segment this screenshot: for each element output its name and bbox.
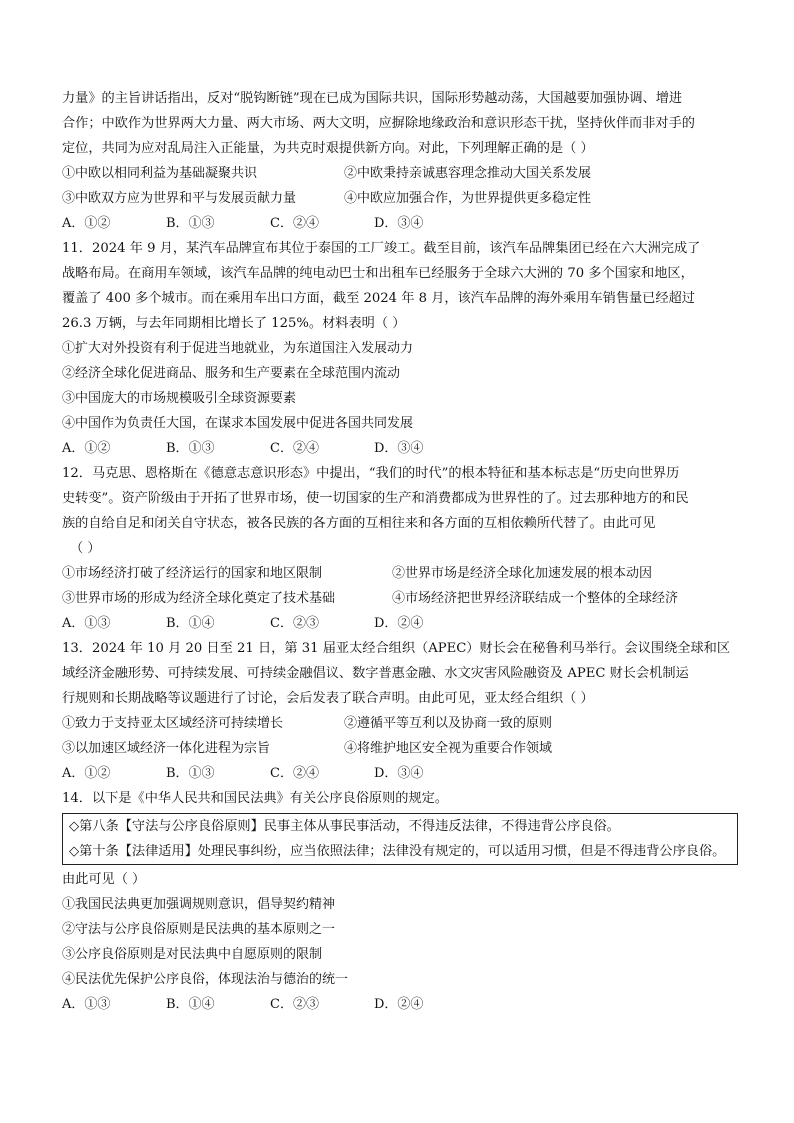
option-2: ②遵循平等互利以及协商一致的原则 (344, 716, 553, 731)
option-row (62, 711, 742, 736)
option-row (62, 561, 742, 586)
question-stem-line: 域经济金融形势、可持续发展、可持续金融倡议、数字普惠金融、水文灾害风险融资及 APEC 财长会机制运 (62, 666, 689, 681)
option-row (62, 186, 742, 211)
answer-d: D．③④ (374, 216, 424, 231)
answer-a: A．①③ (62, 616, 111, 631)
answer-a: A．①② (62, 766, 111, 781)
answer-b: B．①④ (166, 997, 215, 1012)
legal-excerpt-box (62, 813, 738, 865)
question-13 (62, 636, 742, 786)
answer-c: C．②③ (270, 997, 319, 1012)
question-stem-line: （ ） (70, 541, 101, 556)
option-4: ④中欧应加强合作，为世界提供更多稳定性 (344, 191, 592, 206)
answer-row (62, 611, 742, 636)
answer-row (62, 761, 742, 786)
option-4: ④民法优先保护公序良俗，体现法治与德治的统一 (62, 972, 349, 987)
option-1: ①扩大对外投资有利于促进当地就业，为东道国注入发展动力 (62, 341, 414, 356)
answer-c: C．②③ (270, 616, 319, 631)
option-row (62, 736, 742, 761)
question-stem-line: 合作；中欧作为世界两大力量、两大市场、两大文明，应摒除地缘政治和意识形态干扰，坚持伙伴而非对手的 (62, 116, 695, 131)
question-stem-line: 11．2024 年 9 月，某汽车品牌宣布其位于泰国的工厂竣工。截至目前，该汽车品牌集团已经在六大洲完成了 (62, 241, 701, 256)
exam-page (62, 86, 742, 1017)
excerpt-line: ◇第十条【法律适用】处理民事纠纷，应当依照法律；法律没有规定的，可以适用习惯，但是不得违背公序良俗。 (69, 844, 726, 859)
option-4: ④市场经济把世界经济联结成一个整体的全球经济 (392, 591, 679, 606)
excerpt-line: ◇第八条【守法与公序良俗原则】民事主体从事民事活动，不得违反法律，不得违背公序良俗。 (69, 819, 620, 834)
question-11 (62, 236, 742, 461)
option-3: ③世界市场的形成为经济全球化奠定了技术基础 (62, 591, 336, 606)
option-2: ②经济全球化促进商品、服务和生产要素在全球范围内流动 (62, 366, 401, 381)
answer-b: B．①③ (166, 216, 215, 231)
option-4: ④将维护地区安全视为重要合作领域 (344, 741, 553, 756)
question-stem-line: 覆盖了 400 多个城市。而在乘用车出口方面，截至 2024 年 8 月，该汽车品牌的海外乘用车销售量已经超过 (62, 291, 695, 306)
answer-c: C．②④ (270, 216, 319, 231)
option-3: ③中国庞大的市场规模吸引全球资源要素 (62, 391, 297, 406)
answer-a: A．①③ (62, 997, 111, 1012)
answer-row (62, 992, 742, 1017)
question-stem-line: 26.3 万辆，与去年同期相比增长了 125%。材料表明（ ） (62, 316, 406, 331)
answer-b: B．①③ (166, 766, 215, 781)
question-stem-line: 战略布局。在商用车领域，该汽车品牌的纯电动巴士和出租车已经服务于全球六大洲的 70 多个国家和地区， (62, 266, 694, 281)
option-1: ①中欧以相同利益为基础凝聚共识 (62, 166, 258, 181)
question-stem-line: 史转变”。资产阶级由于开拓了世界市场，使一切国家的生产和消费都成为世界性的了。过去那种地方的和民 (62, 491, 689, 506)
question-12 (62, 461, 742, 636)
option-1: ①致力于支持亚太区域经济可持续增长 (62, 716, 284, 731)
answer-b: B．①④ (166, 616, 215, 631)
option-1: ①我国民法典更加强调规则意识，倡导契约精神 (62, 897, 336, 912)
option-1: ①市场经济打破了经济运行的国家和地区限制 (62, 566, 323, 581)
option-4: ④中国作为负责任大国，在谋求本国发展中促进各国共同发展 (62, 416, 414, 431)
answer-c: C．②④ (270, 441, 319, 456)
option-2: ②守法与公序良俗原则是民法典的基本原则之一 (62, 922, 336, 937)
question-stem-line: 12．马克思、恩格斯在《德意志意识形态》中提出，“我们的时代”的根本特征和基本标志是“历史向世界历 (62, 466, 680, 481)
answer-d: D．③④ (374, 766, 424, 781)
option-2: ②中欧秉持亲诚惠容理念推动大国关系发展 (344, 166, 592, 181)
option-row (62, 161, 742, 186)
question-lead: 由此可见（ ） (62, 872, 146, 887)
answer-row (62, 211, 742, 236)
option-3: ③公序良俗原则是对民法典中自愿原则的限制 (62, 947, 323, 962)
answer-b: B．①③ (166, 441, 215, 456)
answer-c: C．②④ (270, 766, 319, 781)
answer-row (62, 436, 742, 461)
question-14 (62, 786, 742, 1017)
answer-a: A．①② (62, 441, 111, 456)
question-stem-line: 定位，共同为应对乱局注入正能量，为共克时艰提供新方向。对此，下列理解正确的是（ ） (62, 141, 594, 156)
question-stem-line: 力量》的主旨讲话指出，反对“脱钩断链”现在已成为国际共识，国际形势越动荡，大国越要加强协调、增进 (62, 91, 683, 106)
question-stem-line: 14．以下是《中华人民共和国民法典》有关公序良俗原则的规定。 (62, 791, 449, 806)
question-stem-line: 族的自给自足和闭关自守状态，被各民族的各方面的互相往来和各方面的互相依赖所代替了。由此可见 (62, 516, 656, 531)
option-2: ②世界市场是经济全球化加速发展的根本动因 (392, 566, 653, 581)
answer-d: D．②④ (374, 997, 424, 1012)
option-3: ③中欧双方应为世界和平与发展贡献力量 (62, 191, 297, 206)
answer-d: D．②④ (374, 616, 424, 631)
option-3: ③以加速区域经济一体化进程为宗旨 (62, 741, 271, 756)
answer-d: D．③④ (374, 441, 424, 456)
question-stem-line: 13．2024 年 10 月 20 日至 21 日，第 31 届亚太经合组织（APEC）财长会在秘鲁利马举行。会议围绕全球和区 (62, 641, 731, 656)
answer-a: A．①② (62, 216, 111, 231)
option-row (62, 586, 742, 611)
question-stem-line: 行规则和长期战略等议题进行了讨论，会后发表了联合声明。由此可见，亚太经合组织（ ） (62, 691, 594, 706)
question-10 (62, 86, 742, 236)
